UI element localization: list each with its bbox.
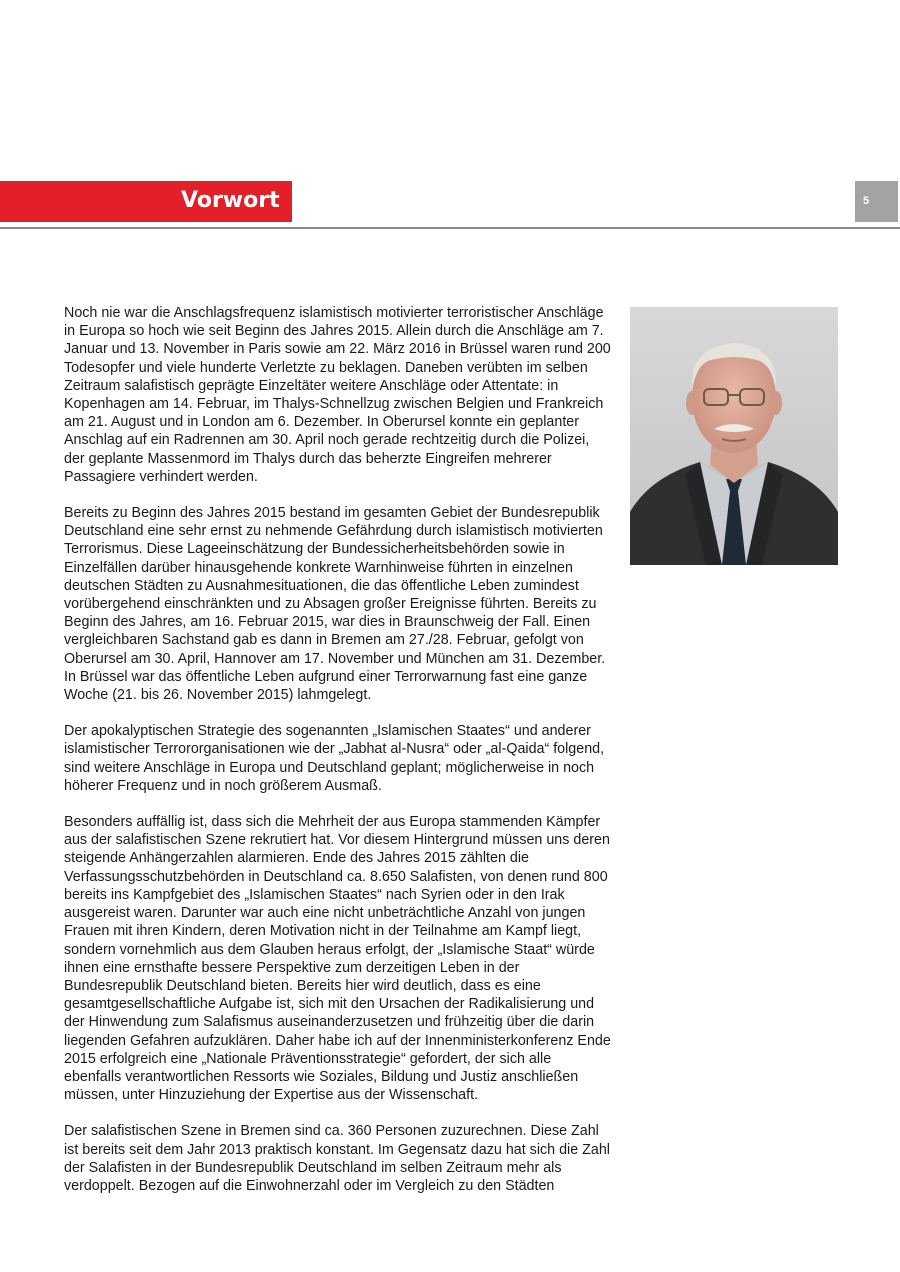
foreword-body bbox=[64, 304, 612, 1213]
paragraph-2: Bereits zu Beginn des Jahres 2015 bestand im gesamten Gebiet der Bundesrepublik Deutschland eine sehr ernst zu nehmende Gefährdung durch islamistisch motivierten Terrorismus. Diese Lageeinschätzung der Bundessicherheitsbehörden sowie in Einzelfällen darüber hinausgehende konkrete Warnhinweise führten in einzelnen deutschen Städten zu Ausnahmesituationen, die das öffentliche Leben zumindest vorübergehend einschränkten und zu Absagen großer Ereignisse führten. Bereits zu Beginn des Jahres, am 16. Februar 2015, war dies in Braunschweig der Fall. Einen vergleichbaren Sachstand gab es dann in Bremen am 27./28. Februar, gefolgt von Oberursel am 30. April, Hannover am 17. November und München am 31. Dezember. In Brüssel war das öffentliche Leben aufgrund einer Terrorwarnung fast eine ganze Woche (21. bis 26. November 2015) lahmgelegt. bbox=[64, 505, 606, 704]
portrait-photo bbox=[630, 307, 838, 565]
paragraph-4: Besonders auffällig ist, dass sich die Mehrheit der aus Europa stammenden Kämpfer aus der salafistischen Szene rekrutiert hat. Vor diesem Hintergrund müssen uns deren steigende Anhängerzahlen alarmieren. Ende des Jahres 2015 zählten die Verfassungsschutzbehörden in Deutschland ca. 8.650 Salafisten, von denen rund 800 bereits ins Kampfgebiet des „Islamischen Staates“ nach Syrien oder in den Irak ausgereist waren. Darunter war auch eine nicht unbeträchtliche Anzahl von jungen Frauen mit ihren Kindern, deren Motivation nicht in der Teilnahme am Kampf liegt, sondern vornehmlich aus dem Glauben heraus erfolgt, der „Islamische Staat“ würde ihnen eine ernsthafte bessere Perspektive zum derzeitigen Leben in der Bundesrepublik Deutschland bieten. Bereits hier wird deutlich, dass es eine gesamtgesellschaftliche Aufgabe ist, sich mit den Ursachen der Radikalisierung und der Hinwendung zum Salafismus auseinanderzusetzen und frühzeitig über die darin liegenden Gefahren aufzuklären. Daher habe ich auf der Innenministerkonferenz Ende 2015 erfolgreich eine „Nationale Präventionsstrategie“ gefordert, der sich alle ebenfalls verantwortlichen Ressorts wie Soziales, Bildung und Justiz anschließen müssen, unter Hinzuziehung der Expertise aus der Wissenschaft. bbox=[64, 814, 611, 1104]
paragraph-5: Der salafistischen Szene in Bremen sind ca. 360 Personen zuzurechnen. Diese Zahl ist bereits seit dem Jahr 2013 praktisch konstant. Im Gegensatz dazu hat sich die Zahl der Salafisten in der Bundesrepublik Deutschland im selben Zeitraum mehr als verdoppelt. Bezogen auf die Einwohnerzahl oder im Vergleich zu den Städten bbox=[64, 1123, 610, 1194]
page-number: 5 bbox=[862, 195, 870, 207]
page-title: Vorwort bbox=[181, 188, 280, 213]
header-divider bbox=[0, 227, 900, 229]
portrait-illustration bbox=[630, 307, 838, 565]
paragraph-3: Der apokalyptischen Strategie des sogenannten „Islamischen Staates“ und anderer islamistischer Terrororganisationen wie der „Jabhat al-Nusra“ oder „al-Qaida“ folgend, sind weitere Anschläge in Europa und Deutschland geplant; möglicherweise in noch höherer Frequenz und in noch größerem Ausmaß. bbox=[64, 723, 605, 794]
paragraph-1: Noch nie war die Anschlagsfrequenz islamistisch motivierter terroristischer Anschläge in Europa so hoch wie seit Beginn des Jahres 2015. Allein durch die Anschläge am 7. Januar und 13. November in Paris sowie am 22. März 2016 in Brüssel waren rund 200 Todesopfer und viele hunderte Verletzte zu beklagen. Daneben verübten im selben Zeitraum salafistisch geprägte Einzeltäter weitere Anschläge oder Attentate: in Kopenhagen am 14. Februar, im Thalys-Schnellzug zwischen Belgien und Frankreich am 21. August und in London am 6. Dezember. In Oberursel konnte ein geplanter Anschlag auf ein Radrennen am 30. April noch gerade rechtzeitig durch die Polizei, der geplante Massenmord im Thalys durch das beherzte Eingreifen mehrerer Passagiere verhindert werden. bbox=[64, 305, 611, 485]
